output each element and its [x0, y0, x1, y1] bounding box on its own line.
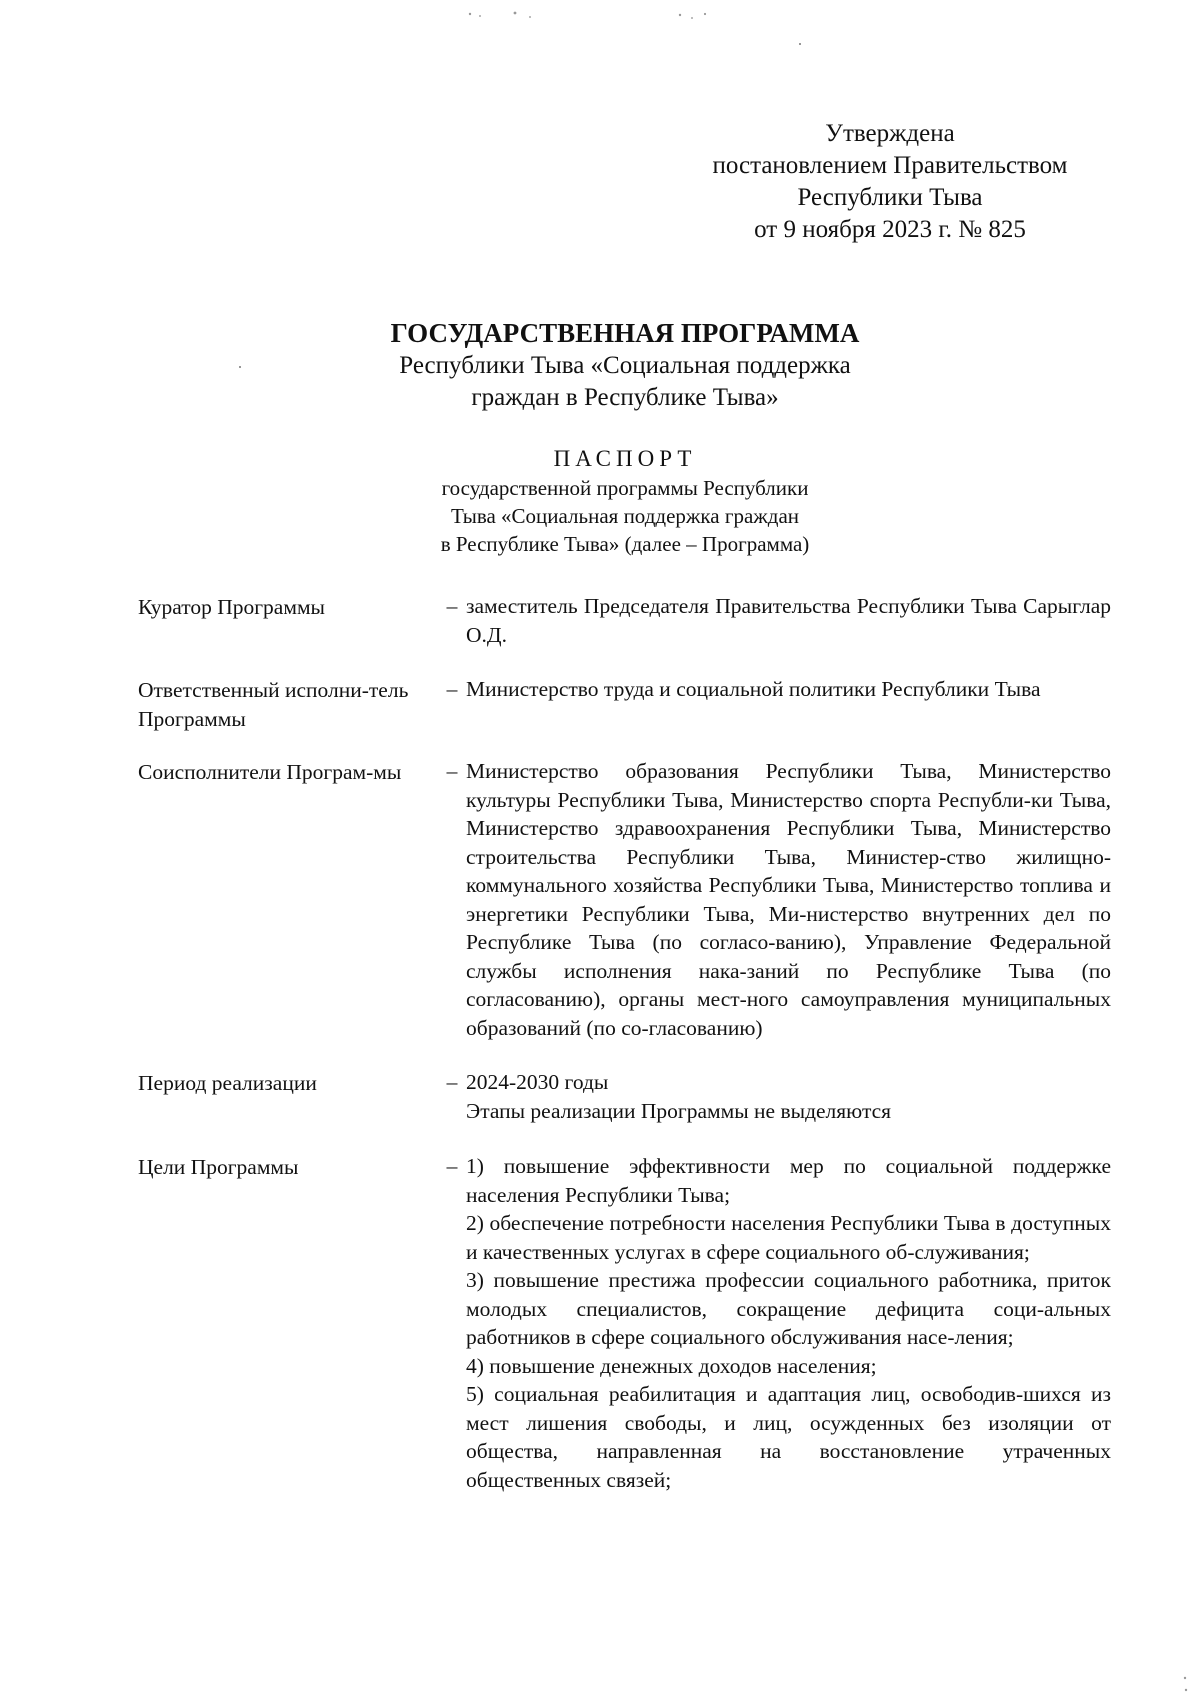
passport-row-period	[138, 1068, 1118, 1125]
passport-row-coexecutors	[138, 757, 1118, 1042]
row-dash: –	[446, 1070, 458, 1094]
approval-stamp	[650, 118, 1130, 246]
title-sub-1: Республики Тыва «Социальная поддержка	[399, 352, 851, 379]
row-dash: –	[446, 677, 458, 701]
passport-heading: ПАСПОРТ	[553, 446, 697, 471]
program-title	[250, 316, 1000, 414]
goal-item: 5) социальная реабилитация и адаптация лиц, освободив-шихся из мест лишения свободы, и лиц, осужденных без изоляции от общества, направленная на восстановление утраченных общественных связей;	[466, 1382, 1111, 1492]
row-label: Цели Программы	[138, 1155, 299, 1179]
approval-line-4: от 9 ноября 2023 г. № 825	[754, 216, 1026, 243]
goal-item: 4) повышение денежных доходов населения;	[466, 1353, 877, 1378]
row-value	[466, 1068, 1111, 1125]
passport-line-1: государственной программы Республики	[441, 476, 809, 500]
passport-row-goals	[138, 1152, 1118, 1494]
passport-table	[138, 592, 1118, 1494]
row-dash: –	[446, 1154, 458, 1178]
row-value-paragraph: 2024-2030 годы	[466, 1070, 609, 1094]
passport-header	[300, 444, 950, 558]
row-value	[466, 592, 1111, 649]
row-value-paragraph: Этапы реализации Программы не выделяются	[466, 1098, 892, 1123]
row-label: Куратор Программы	[138, 595, 325, 619]
row-value-paragraph: заместитель Председателя Правительства Республики Тыва Сарыглар О.Д.	[466, 594, 1111, 647]
row-value	[466, 675, 1111, 733]
goal-item: 3) повышение престижа профессии социального работника, приток молодых специалистов, сокращение дефицита соци-альных работников в сфере социального обслуживания насе-ления;	[466, 1268, 1111, 1349]
row-value	[466, 757, 1111, 1042]
row-value-paragraph: Министерство образования Республики Тыва, Министерство культуры Республики Тыва, Министерство спорта Республи-ки Тыва, Министерство здравоохранения Республики Тыва, Министерство строительства Республики Тыва, Министер-ство жилищно-коммунального хозяйства Республики Тыва, Министерство топлива и энергетики Республики Тыва, Ми-нистерство внутренних дел по Республике Тыва (по согласо-ванию), Управление Федеральной службы исполнения нака-заний по Республике Тыва (по согласованию), органы мест-ного самоуправления муниципальных образований (по со-гласованию)	[466, 759, 1111, 1040]
passport-row-curator	[138, 592, 1118, 649]
row-value	[466, 1152, 1111, 1494]
passport-line-3: в Республике Тыва» (далее – Программа)	[440, 532, 810, 556]
approval-line-1: Утверждена	[825, 120, 955, 147]
title-sub-2: граждан в Республике Тыва»	[471, 384, 779, 411]
row-label: Соисполнители Програм-мы	[138, 760, 402, 784]
row-label: Ответственный исполни-тель Программы	[138, 678, 409, 731]
goal-item: 2) обеспечение потребности населения Республики Тыва в доступных и качественных услугах в сфере социального об-служивания;	[466, 1211, 1111, 1264]
approval-line-3: Республики Тыва	[797, 184, 983, 211]
goal-item: 1) повышение эффективности мер по социальной поддержке населения Республики Тыва;	[466, 1154, 1111, 1207]
row-value-paragraph: Министерство труда и социальной политики Республики Тыва	[466, 677, 1041, 701]
row-dash: –	[446, 759, 458, 783]
passport-row-executor	[138, 675, 1118, 733]
row-label: Период реализации	[138, 1071, 317, 1095]
passport-line-2: Тыва «Социальная поддержка граждан	[450, 504, 800, 528]
title-main: ГОСУДАРСТВЕННАЯ ПРОГРАММА	[390, 318, 860, 348]
approval-line-2: постановлением Правительством	[712, 152, 1068, 179]
row-dash: –	[446, 594, 458, 618]
